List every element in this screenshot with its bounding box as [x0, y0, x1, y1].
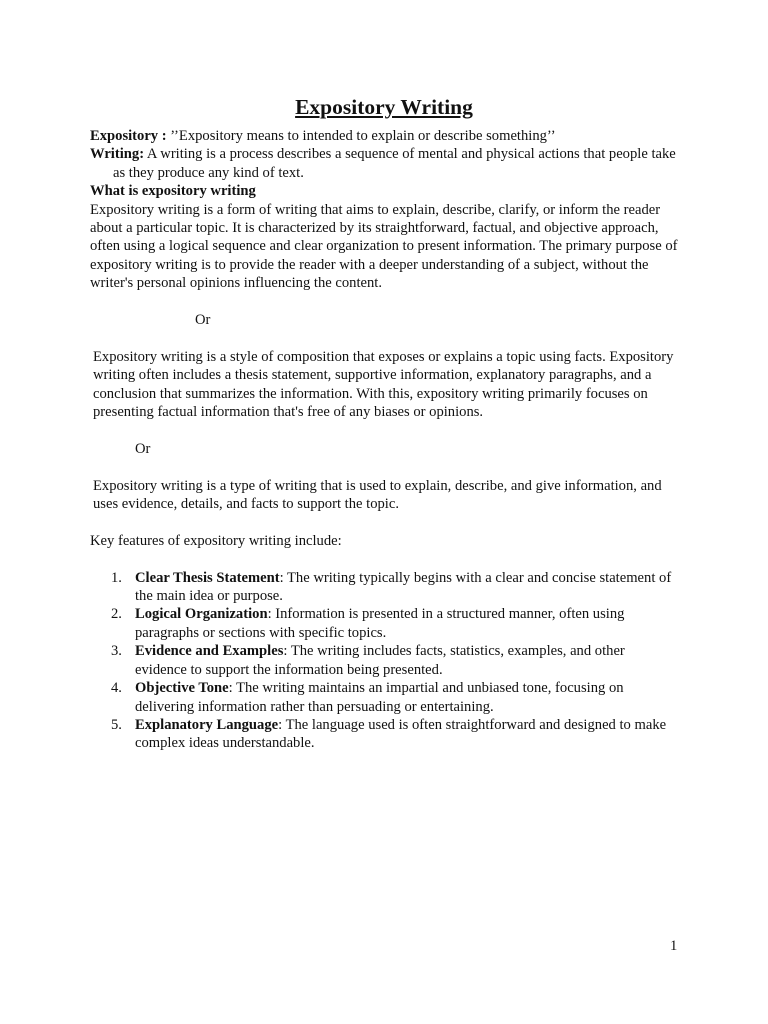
list-number: 3. [111, 643, 122, 660]
feature-text: : The writing includes facts, statistics, examples, and other evidence to support the information being presented. [135, 643, 625, 678]
feature-term: Explanatory Language [135, 716, 279, 733]
blank-line [90, 513, 680, 531]
definition-term: Expository : [90, 128, 167, 144]
list-item [90, 569, 680, 606]
paragraph-3: Expository writing is a type of writing that is used to explain, describe, and give information, and uses evidence, details, and facts to support the topic. [93, 477, 662, 513]
list-number: 1. [111, 569, 122, 586]
features-intro: Key features of expository writing include: [90, 532, 342, 549]
list-item [90, 642, 680, 679]
feature-text: : The writing maintains an impartial and unbiased tone, focusing on delivering information rather than persuading or entertaining. [135, 680, 624, 715]
section-heading: What is expository writing [90, 183, 256, 200]
blank-line [90, 550, 680, 568]
or-separator: Or [135, 440, 151, 457]
feature-term: Logical Organization [135, 606, 268, 623]
blank-line [90, 458, 680, 476]
list-item [90, 679, 680, 716]
feature-term: Evidence and Examples [135, 643, 284, 660]
paragraph-2: Expository writing is a style of composition that exposes or explains a topic using facts. Expository writing often includes a thesis statement, supportive information, explanatory paragraphs, and a conclusion that summarizes the information. With this, expository writing primarily focuses on presenting factual information that's free of any biases or opinions. [93, 348, 674, 421]
feature-text: : Information is presented in a structured manner, often using paragraphs or sections with specific topics. [135, 606, 625, 641]
definition-expository [90, 127, 680, 145]
definition-text: A writing is a process describes a sequence of mental and physical actions that people take as they produce any kind of text. [113, 146, 676, 181]
definition-text: ’’Expository means to intended to explain or describe something’’ [166, 128, 556, 144]
feature-term: Objective Tone [135, 680, 229, 697]
definition-writing [90, 145, 680, 182]
list-item [90, 605, 680, 642]
features-list [90, 569, 680, 753]
definition-term: Writing: [90, 146, 145, 163]
list-number: 4. [111, 680, 122, 697]
feature-text: : The language used is often straightforward and designed to make complex ideas understandable. [135, 716, 667, 752]
page-number: 1 [670, 938, 678, 954]
document-page [90, 93, 680, 753]
document-title: Expository Writing [295, 95, 473, 119]
blank-line [90, 421, 680, 439]
list-number: 2. [111, 606, 122, 623]
paragraph-1: Expository writing is a form of writing that aims to explain, describe, clarify, or inform the reader about a particular topic. It is characterized by its straightforward, factual, and objective approach, often using a logical sequence and clear organization to present information. The primary purpose of expository writing is to provide the reader with a deeper understanding of a subject, without the writer's personal opinions influencing the content. [90, 201, 678, 292]
list-item [90, 716, 680, 753]
feature-text: : The writing typically begins with a clear and concise statement of the main idea or purpose. [135, 569, 672, 605]
blank-line [90, 329, 680, 347]
feature-term: Clear Thesis Statement [135, 569, 280, 586]
list-number: 5. [111, 716, 122, 733]
or-separator: Or [195, 312, 211, 329]
blank-line [90, 293, 680, 311]
